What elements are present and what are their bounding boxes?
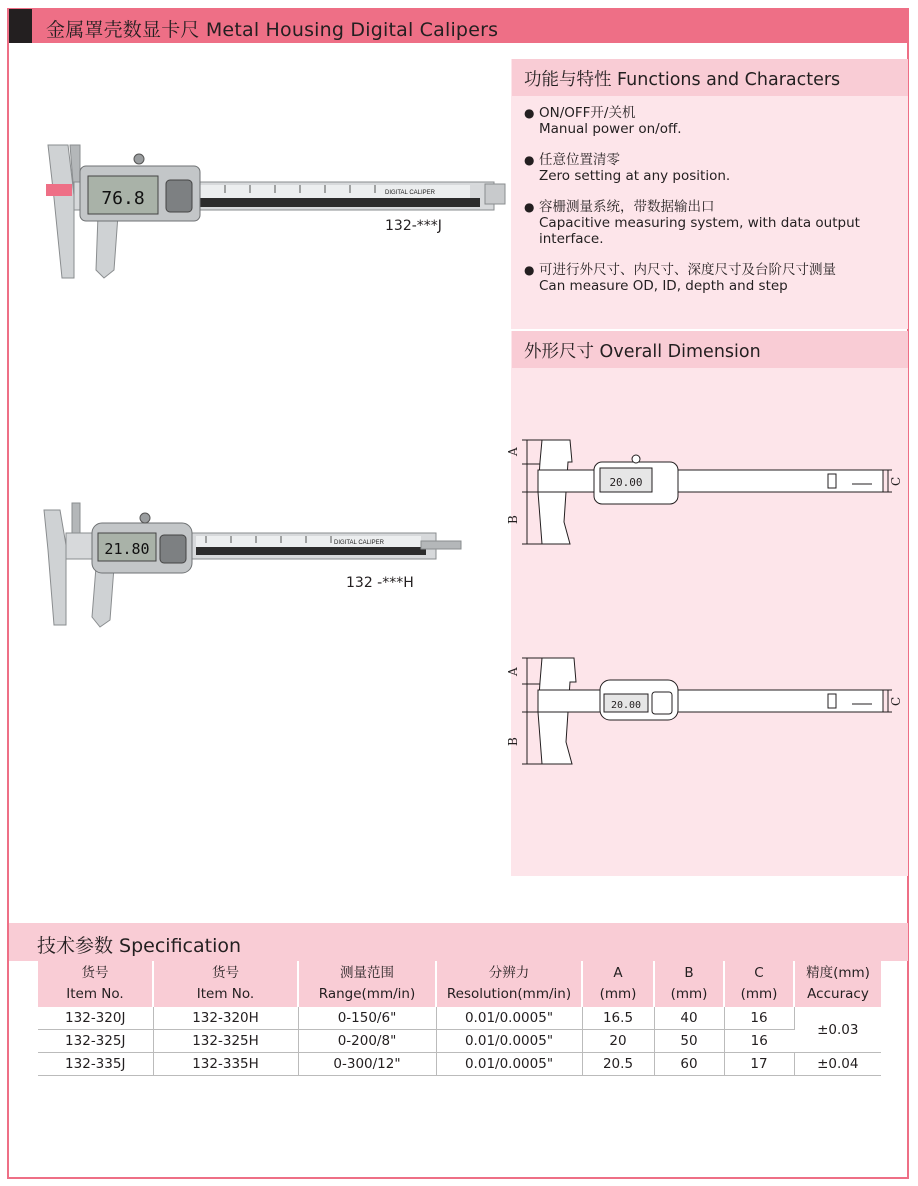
dim-display: 20.00: [609, 476, 643, 489]
col-a: A (mm): [582, 961, 654, 1007]
cell-a: 16.5: [582, 1007, 654, 1030]
feature-item: [524, 105, 896, 137]
dim-a-label: A: [506, 667, 520, 676]
caliper-h-display: 21.80: [104, 540, 150, 558]
caliper-j-label: 132-***J: [385, 218, 442, 234]
dim-display: 20.00: [610, 700, 642, 711]
caliper-j-display: 76.8: [101, 188, 145, 209]
table-row: [38, 1007, 881, 1030]
title-marker: [9, 9, 32, 43]
caliper-h-image: [36, 495, 476, 635]
dim-c-label: C: [889, 696, 903, 706]
feature-cn: 容栅测量系统，带数据输出口: [539, 199, 715, 215]
cell-item-j: 132-320J: [38, 1007, 153, 1030]
dimension-panel: [511, 331, 908, 876]
feature-en: Zero setting at any position.: [539, 168, 731, 184]
cell-item-j: 132-325J: [38, 1030, 153, 1053]
caliper-j-image: [40, 140, 510, 285]
spec-title: 技术参数 Specification: [37, 935, 242, 957]
col-b: B (mm): [654, 961, 724, 1007]
svg-text:DIGITAL CALIPER: DIGITAL CALIPER: [385, 190, 436, 196]
cell-resolution: 0.01/0.0005": [436, 1053, 582, 1076]
cell-range: 0-300/12": [298, 1053, 436, 1076]
feature-cn: 可进行外尺寸、内尺寸、深度尺寸及台阶尺寸测量: [539, 262, 836, 278]
table-row: [38, 1053, 881, 1076]
cell-b: 40: [654, 1007, 724, 1030]
svg-text:DIGITAL CALIPER: DIGITAL CALIPER: [334, 540, 385, 546]
cell-resolution: 0.01/0.0005": [436, 1007, 582, 1030]
dimension-drawing-h: [506, 650, 908, 770]
cell-a: 20.5: [582, 1053, 654, 1076]
col-accuracy: 精度(mm) Accuracy: [794, 961, 881, 1007]
cell-accuracy: ±0.03: [794, 1007, 881, 1053]
features-list: [524, 105, 896, 309]
title-bar: [9, 9, 908, 43]
col-item-h: 货号 Item No.: [153, 961, 298, 1007]
cell-resolution: 0.01/0.0005": [436, 1030, 582, 1053]
cell-accuracy: ±0.04: [794, 1053, 881, 1076]
feature-item: [524, 152, 896, 184]
dimension-drawing-j: [506, 432, 908, 552]
spec-header-row: [38, 961, 881, 1007]
cell-item-j: 132-335J: [38, 1053, 153, 1076]
features-header: [512, 59, 908, 96]
feature-en: Capacitive measuring system, with data output interface.: [539, 215, 860, 247]
bullet-icon: ●: [524, 263, 535, 277]
bullet-icon: ●: [524, 200, 535, 214]
feature-en: Manual power on/off.: [539, 121, 682, 137]
dim-b-label: B: [506, 515, 520, 524]
spec-header: [9, 923, 908, 961]
bullet-icon: ●: [524, 153, 535, 167]
dim-a-label: A: [506, 447, 520, 456]
feature-cn: 任意位置清零: [539, 152, 620, 168]
cell-b: 50: [654, 1030, 724, 1053]
cell-item-h: 132-320H: [153, 1007, 298, 1030]
cell-range: 0-150/6": [298, 1007, 436, 1030]
cell-item-h: 132-325H: [153, 1030, 298, 1053]
dim-b-label: B: [506, 737, 520, 746]
col-c: C (mm): [724, 961, 794, 1007]
dim-c-label: C: [889, 476, 903, 486]
feature-item: [524, 262, 896, 294]
col-resolution: 分辨力 Resolution(mm/in): [436, 961, 582, 1007]
caliper-h-label: 132 -***H: [346, 575, 414, 591]
cell-a: 20: [582, 1030, 654, 1053]
cell-range: 0-200/8": [298, 1030, 436, 1053]
cell-c: 17: [724, 1053, 794, 1076]
cell-c: 16: [724, 1030, 794, 1053]
cell-c: 16: [724, 1007, 794, 1030]
bullet-icon: ●: [524, 106, 535, 120]
feature-en: Can measure OD, ID, depth and step: [539, 278, 788, 294]
features-title: 功能与特性 Functions and Characters: [524, 70, 841, 90]
feature-cn: ON/OFF开/关机: [539, 105, 636, 121]
col-range: 测量范围 Range(mm/in): [298, 961, 436, 1007]
feature-item: [524, 199, 896, 247]
table-row: [38, 1030, 881, 1053]
spec-table: [38, 961, 881, 1076]
col-item-j: 货号 Item No.: [38, 961, 153, 1007]
dimension-title: 外形尺寸 Overall Dimension: [524, 342, 761, 362]
page-title: 金属罩壳数显卡尺 Metal Housing Digital Calipers: [46, 19, 499, 41]
dimension-header: [512, 331, 908, 368]
cell-item-h: 132-335H: [153, 1053, 298, 1076]
cell-b: 60: [654, 1053, 724, 1076]
